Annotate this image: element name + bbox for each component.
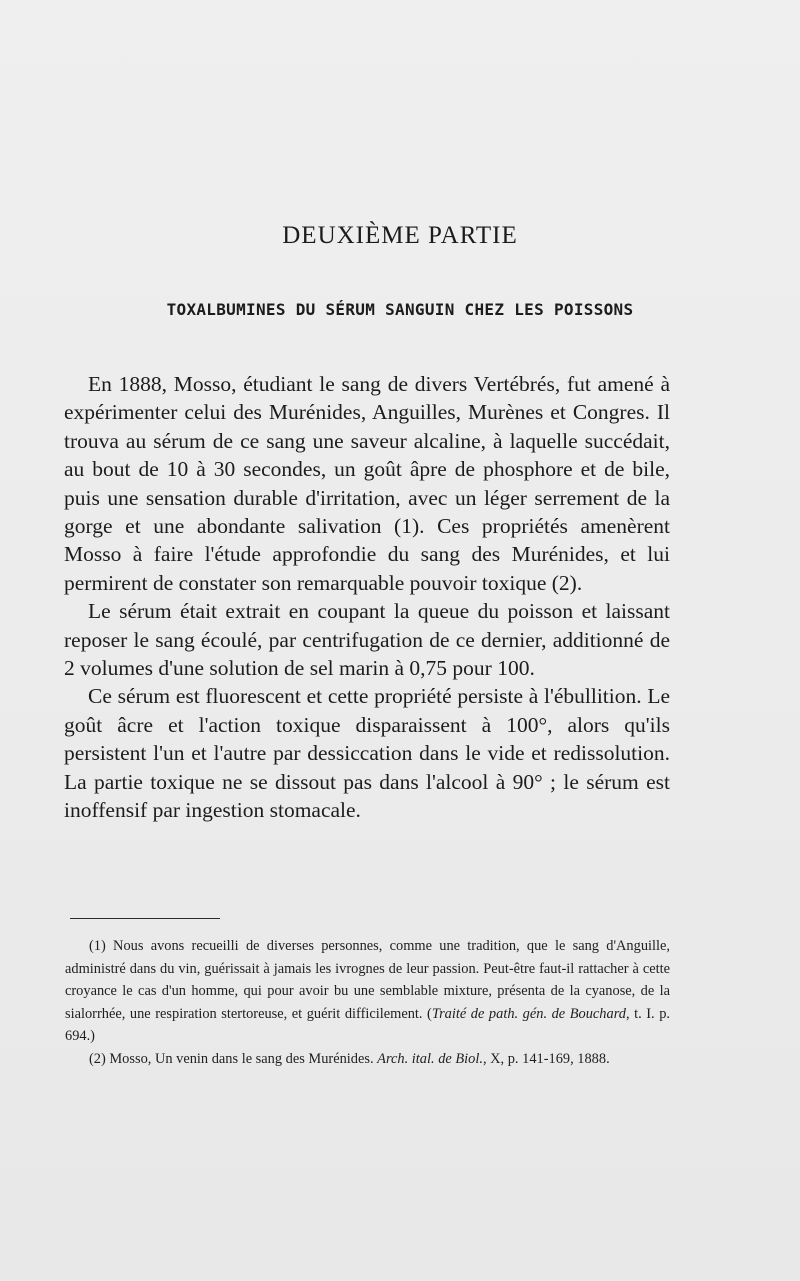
- footnote-1-tail: , t. I. p. 694.): [65, 1005, 671, 1045]
- paragraph-3: Ce sérum est fluorescent et cette propriété persiste à l'ébullition. Le goût âcre et l'action toxique disparaissent à 100°, alors qu'ils persistent l'un et l'autre par dessiccation dans le vide et redissolution. La partie toxique ne se dissout pas dans l'alcool à 90° ; le sérum est inoffensif par ingestion stomacale.: [64, 684, 670, 823]
- paragraph-1: En 1888, Mosso, étudiant le sang de divers Vertébrés, fut amené à expérimenter celui des Murénides, Anguilles, Murènes et Congres. Il trouva au sérum de ce sang une saveur alcaline, à laquelle succédait, au bout de 10 à 30 secondes, un goût âpre de phosphore et de bile, puis une sensation durable d'irritation, avec un léger serrement de la gorge et une abondante salivation (1). Ces propriétés amenèrent Mosso à faire l'étude approfondie du sang des Murénides, et lui permirent de constater son remarquable pouvoir toxique (2).: [64, 372, 670, 595]
- footnote-2-tail: , X, p. 141-169, 1888.: [482, 1050, 610, 1067]
- footnote-1: [65, 935, 670, 1048]
- footnote-separator: [70, 918, 220, 919]
- section-title: TOXALBUMINES DU SÉRUM SANGUIN CHEZ LES POISSONS: [166, 300, 634, 319]
- footnote-1-text: (1) Nous avons recueilli de diverses personnes, comme une tradition, que le sang d'Anguille, administré dans du vin, guérissait à jamais les ivrognes de leur passion. Peut-être faut-il rattacher à cette croyance le cas d'un homme, qui pour avoir bu une semblable mixture, présenta de la cyanose, de la sialorrhée, une respiration stertoreuse, et guérit difficilement. (: [65, 938, 670, 1022]
- part-title: DEUXIÈME PARTIE: [282, 222, 518, 249]
- footnotes: [65, 935, 670, 1071]
- footnote-2-text: (2) Mosso, Un venin dans le sang des Murénides.: [89, 1050, 378, 1067]
- paragraph-2: Le sérum était extrait en coupant la queue du poisson et laissant reposer le sang écoulé, par centrifugation de ce dernier, additionné de 2 volumes d'une solution de sel marin à 0,75 pour 100.: [64, 599, 670, 681]
- footnote-2: [65, 1048, 670, 1071]
- body-text: [64, 370, 670, 825]
- footnote-1-reference: Traité de path. gén. de Bouchard: [431, 1005, 626, 1022]
- footnote-2-reference: Arch. ital. de Biol.: [377, 1050, 483, 1067]
